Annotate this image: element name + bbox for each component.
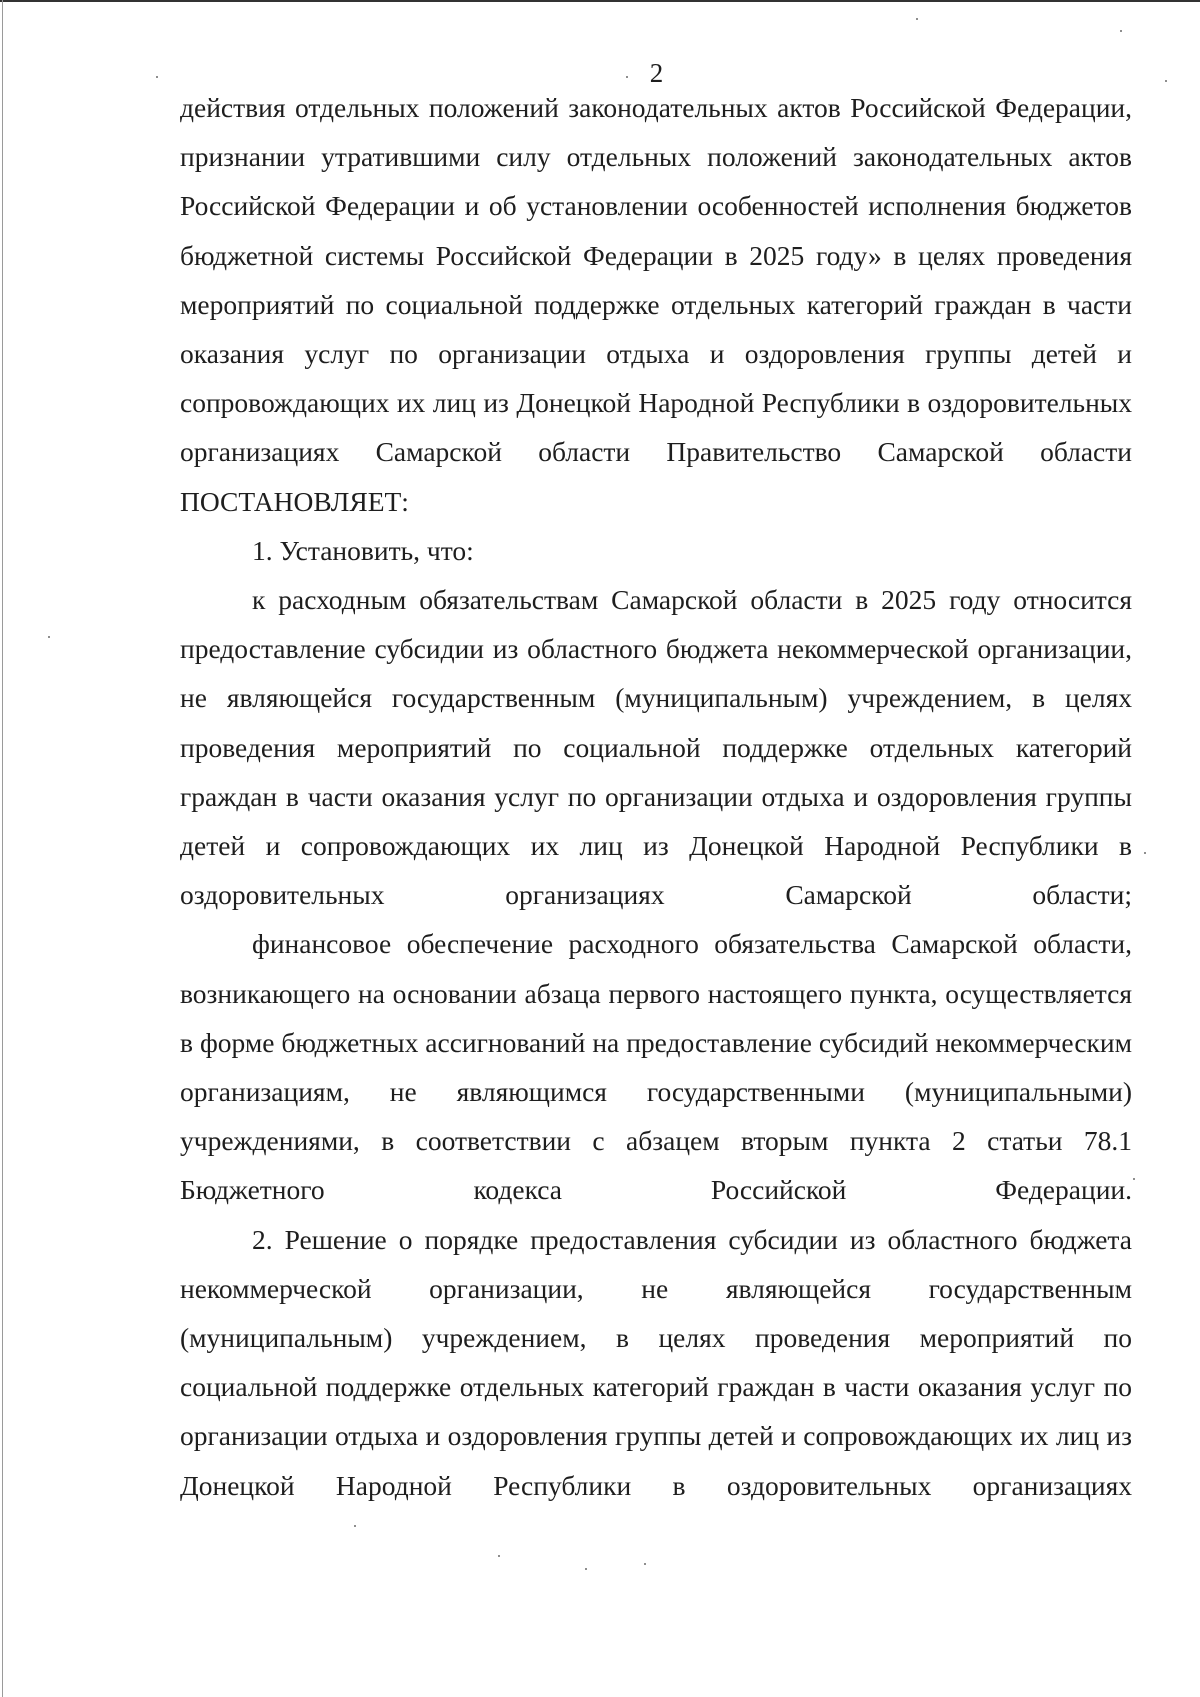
- scan-speck: [354, 1525, 356, 1527]
- document-body: [180, 83, 1132, 1510]
- page-number: 2: [649, 58, 664, 88]
- scan-speck: [585, 1568, 587, 1570]
- text-line: организации отдыха и оздоровления группы детей и сопровождающих их лиц: [180, 338, 1132, 419]
- text-line: субсидий некоммерческим организациям, не являющимся государственными: [180, 1026, 1133, 1108]
- scan-speck: [1144, 852, 1146, 854]
- text-line: из Донецкой Народной Республики в оздоровительных организациях: [180, 387, 1133, 468]
- scan-speck: [48, 636, 50, 638]
- text-line: действия отдельных положений законодательных актов Российской: [180, 92, 986, 123]
- text-line: пункта 2 статьи 78.1 Бюджетного кодекса Российской Федерации.: [180, 1125, 1133, 1206]
- text-line: законодательных актов Российской Федерации и об установлении: [180, 141, 1132, 222]
- text-line: и оздоровления группы детей и сопровождающих их лиц из Донецкой: [180, 780, 1132, 862]
- scan-speck: [644, 1563, 646, 1565]
- paragraph-item-2: [180, 1215, 1132, 1510]
- scan-speck: [916, 18, 918, 20]
- text-line: Федерации, признании утратившими силу отдельных положений: [180, 92, 1133, 173]
- text-line: Народной Республики в оздоровительных организациях Самарской области;: [180, 830, 1133, 911]
- text-line: (муниципальным) учреждением, в целях проведения мероприятий по: [180, 1322, 1132, 1354]
- text-line: социальной поддержке отдельных категорий граждан в части оказания услуг: [180, 1371, 1096, 1403]
- scan-top-border: [0, 0, 1200, 2]
- text-line: Федерации в 2025 году» в целях проведения мероприятий по социальной: [180, 239, 1133, 320]
- text-line: особенностей исполнения бюджетов бюджетной системы Российской: [180, 190, 1132, 271]
- text-line: предоставление субсидии из областного бюджета некоммерческой: [180, 633, 969, 665]
- scan-speck: [626, 76, 628, 78]
- paragraph-expense-obligations: [180, 575, 1132, 919]
- text-line: возникающего на основании абзаца первого настоящего пункта,: [180, 977, 938, 1009]
- text-line: некоммерческой организации, не являющейся государственным: [180, 1272, 1132, 1304]
- text-line: финансовое обеспечение расходного обязательства Самарской области,: [252, 928, 1132, 960]
- text-line: отдельных категорий граждан в части оказания услуг по организации отдыха: [180, 731, 1133, 812]
- scan-left-border: [2, 0, 3, 1697]
- text-line: лиц из Донецкой Народной Республики в оздоровительных организациях: [180, 1420, 1132, 1501]
- scan-speck: [1120, 30, 1122, 32]
- text-line: осуществляется в форме бюджетных ассигнований на предоставление: [180, 977, 1132, 1058]
- text-line: поддержке отдельных категорий граждан в части оказания услуг по: [180, 288, 1132, 370]
- text-line: учреждением, в целях проведения мероприятий по социальной поддержке: [180, 682, 1133, 763]
- text-line: (муниципальными) учреждениями, в соответствии с абзацем вторым: [180, 1076, 1132, 1157]
- scan-speck: [1165, 80, 1167, 82]
- paragraph-financial-support: [180, 919, 1132, 1214]
- text-line: по организации отдыха и оздоровления группы детей и сопровождающих их: [180, 1371, 1133, 1452]
- scan-speck: [498, 1555, 500, 1557]
- paragraph-continuation: [180, 83, 1132, 526]
- text-line: к расходным обязательствам Самарской области в 2025 году относится: [252, 584, 1132, 616]
- scan-speck: [156, 76, 158, 78]
- paragraph-item-1: [180, 526, 1132, 575]
- text-line: 2. Решение о порядке предоставления субсидии из областного бюджета: [252, 1223, 1132, 1255]
- text-line: Самарской области Правительство Самарской области ПОСТАНОВЛЯЕТ:: [180, 436, 1132, 517]
- text-line: 1. Установить, что:: [252, 534, 474, 566]
- scan-speck: [1133, 1178, 1135, 1180]
- text-line: организации, не являющейся государственным (муниципальным): [180, 633, 1133, 714]
